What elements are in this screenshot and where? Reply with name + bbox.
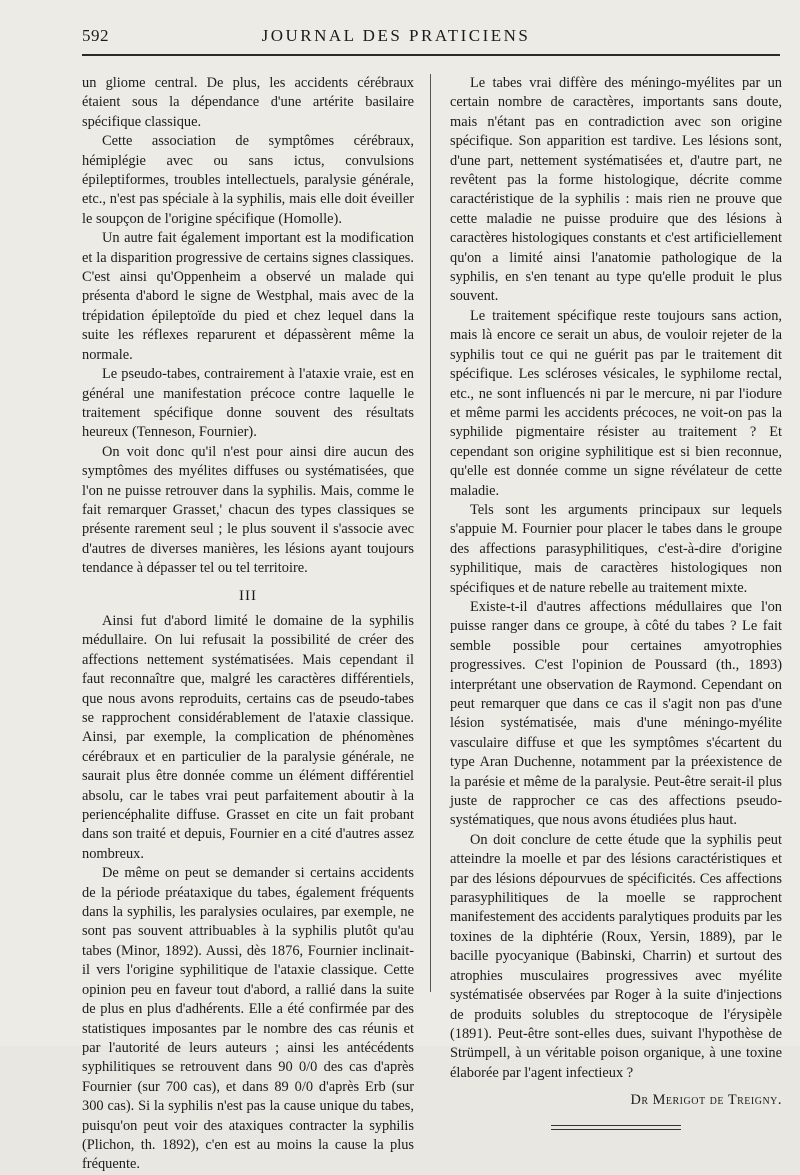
paragraph: On voit donc qu'il n'est pour ainsi dire aucun des symptômes des myélites diffuses ou systématisées, que l'on ne puisse retrouver dans la syphilis. Mais, comme le fait remarquer Grasset,' chacun des types classiques se présente rarement seul ; le plus souvent il s'associe avec d'autres de diverses manières, les lésions ayant toujours tendance à dépasser tel ou tel territoire. <box>82 443 414 577</box>
paragraph: Cette association de symptômes cérébraux, hémiplégie avec ou sans ictus, convulsions épileptiformes, troubles intellectuels, paralysie générale, etc., n'est pas spéciale à la syphilis, mais elle doit éveiller le soupçon de l'origine spécifique (Homolle). <box>82 133 414 227</box>
paragraph: Le pseudo-tabes, contrairement à l'ataxie vraie, est en général une manifestation précoce contre laquelle le traitement spécifique donne souvent des résultats heureux (Tenneson, Fournier). <box>82 366 414 441</box>
page-number: 592 <box>82 26 109 45</box>
paragraph: De même on peut se demander si certains accidents de la période préataxique du tabes, également fréquents dans la syphilis, les paralysies oculaires, par exemple, ne sont pas souvent attribuables à la syphilis plutôt qu'au tabes (Minor, 1892). Aussi, dès 1876, Fournier inclinait-il vers l'origine syphilitique de l'ataxie classique. Cette opinion peu en faveur tout d'abord, a rallié dans la suite de plus en plus d'adhérents. Elle a été confirmée par des statistiques imposantes par le nombre des cas réunis et par l'autorité de leurs auteurs ; ainsi les antécédents syphilitiques se retrouvent dans 90 0/0 des cas d'après Fournier (sur 700 cas), et dans 89 0/0 d'après Erb (sur 300 cas). Si la syphilis n'est pas la cause unique du tabes, puisqu'on peut voir des ataxiques contracter la syphilis (Plichon, th. 1892), c'en est au moins la cause la plus fréquente. <box>82 865 414 1173</box>
paragraph: On doit conclure de cette étude que la syphilis peut atteindre la moelle et par des lésions caractéristiques et par des lésions dépourvues de spécificités. Ces affections parasyphilitiques de la moelle se rapprochent manifestement des accidents paralytiques produits par les toxines de la diphtérie (Roux, Yersin, 1889), par le bacille pyocyanique (Babinski, Charrin) et surtout des atrophies musculaires progressives avec myélite systématisée observées par Roger à la suite d'injections de produits solubles du streptocoque de l'érysipèle (1891). Peut-être sont-elles dues, suivant l'hypothèse de Strümpell, à un véritable poison organique, à une toxine élaborée par l'agent infectieux ? <box>450 831 782 1081</box>
paragraph: un gliome central. De plus, les accidents cérébraux étaient sous la dépendance d'une artérite basilaire spécifique classique. <box>82 75 414 130</box>
column-divider <box>430 74 431 992</box>
right-column <box>450 74 782 1130</box>
paragraph: Le traitement spécifique reste toujours sans action, mais là encore ce serait un abus, de vouloir rejeter de la syphilis tout ce qui ne guérit pas par le traitement dit spécifique. Les scléroses vésicales, le syphilome rectal, etc., ne sont influencés ni par le mercure, ni par l'iodure et même parmi les accidents précoces, ne voit-on pas la syphilide pigmentaire résister au traitement ? Et cependant son origine syphilitique est si bien reconnue, qu'elle est donnée comme un signe révélateur de cette maladie. <box>450 307 782 499</box>
section-heading: III <box>239 587 257 604</box>
end-rule <box>551 1125 681 1126</box>
left-column <box>82 74 414 1175</box>
paragraph: Ainsi fut d'abord limité le domaine de la syphilis médullaire. On lui refusait la possibilité de créer des affections nettement systématisées. Mais cependant il faut reconnaître que, malgré les caractères différentiels, que nous avons reproduits, certains cas de pseudo-tabes se rapprochent considérablement de l'ataxie classique. Ainsi, par exemple, la complication de phénomènes cérébraux et en particulier de la paralysie générale, ne saurait plus être donnée comme un élément différentiel absolu, car le tabes vrai peut parfaitement aboutir à la periencéphalite diffuse. Grasset en cite un fait probant dans son traité et depuis, Fournier en a cité d'autres assez nombreux. <box>82 612 414 862</box>
paragraph: Existe-t-il d'autres affections médullaires que l'on puisse ranger dans ce groupe, à côté du tabes ? Le fait semble possible pour certaines amyotrophies progressives. C'est l'opinion de Poussard (th., 1893) interprétant une observation de Raymond. Cependant on peut remarquer que dans ce cas il s'agit non pas d'une lésion systématisée, mais d'une méningo-myélite vasculaire diffuse et que les symptômes s'écartent du type Aran Duchenne, notamment par la préexistence de la parésie et même de la paralysie. Peut-être serait-il plus juste de rapprocher ce cas des affections pseudo-systématiques, que nous avons étudiées plus haut. <box>450 598 782 829</box>
paragraph: Tels sont les arguments principaux sur lequels s'appuie M. Fournier pour placer le tabes dans le groupe des affections parasyphilitiques, c'est-à-dire d'origine syphilitique, mais de caractères histologiques non spécifiques et de nature rebelle au traitement mixte. <box>450 501 782 596</box>
paragraph: Un autre fait également important est la modification et la disparition progressive de certains signes classiques. C'est ainsi qu'Oppenheim a observé un malade qui présenta d'abord le signe de Westphal, mais avec de la trépidation épileptoïde du pied et chez lequel dans la suite les réflexes reparurent et dépassèrent même la normale. <box>82 230 414 363</box>
page-header <box>82 26 770 54</box>
end-rule <box>551 1129 681 1130</box>
author-signature: Dr Merigot de Treigny. <box>630 1092 782 1109</box>
header-rule <box>82 54 780 56</box>
paragraph: Le tabes vrai diffère des méningo-myélites par un certain nombre de caractères, importants sans doute, mais n'étant pas en contradiction avec son origine spécifique. Son apparition est tardive. Les lésions sont, d'une part, nettement systématisées et, d'autre part, ne revêtent pas la forme histologique, décrite comme caractéristique de la syphilis : mais rien ne prouve que cette maladie ne puisse produire que des lésions à caractères histologiques constants et c'est artificiellement qu'on a limité ainsi l'anatomie pathologique de la syphilis, en s'en tenant au type qu'elle produit le plus souvent. <box>450 75 782 305</box>
journal-title: JOURNAL DES PRATICIENS <box>261 26 531 45</box>
